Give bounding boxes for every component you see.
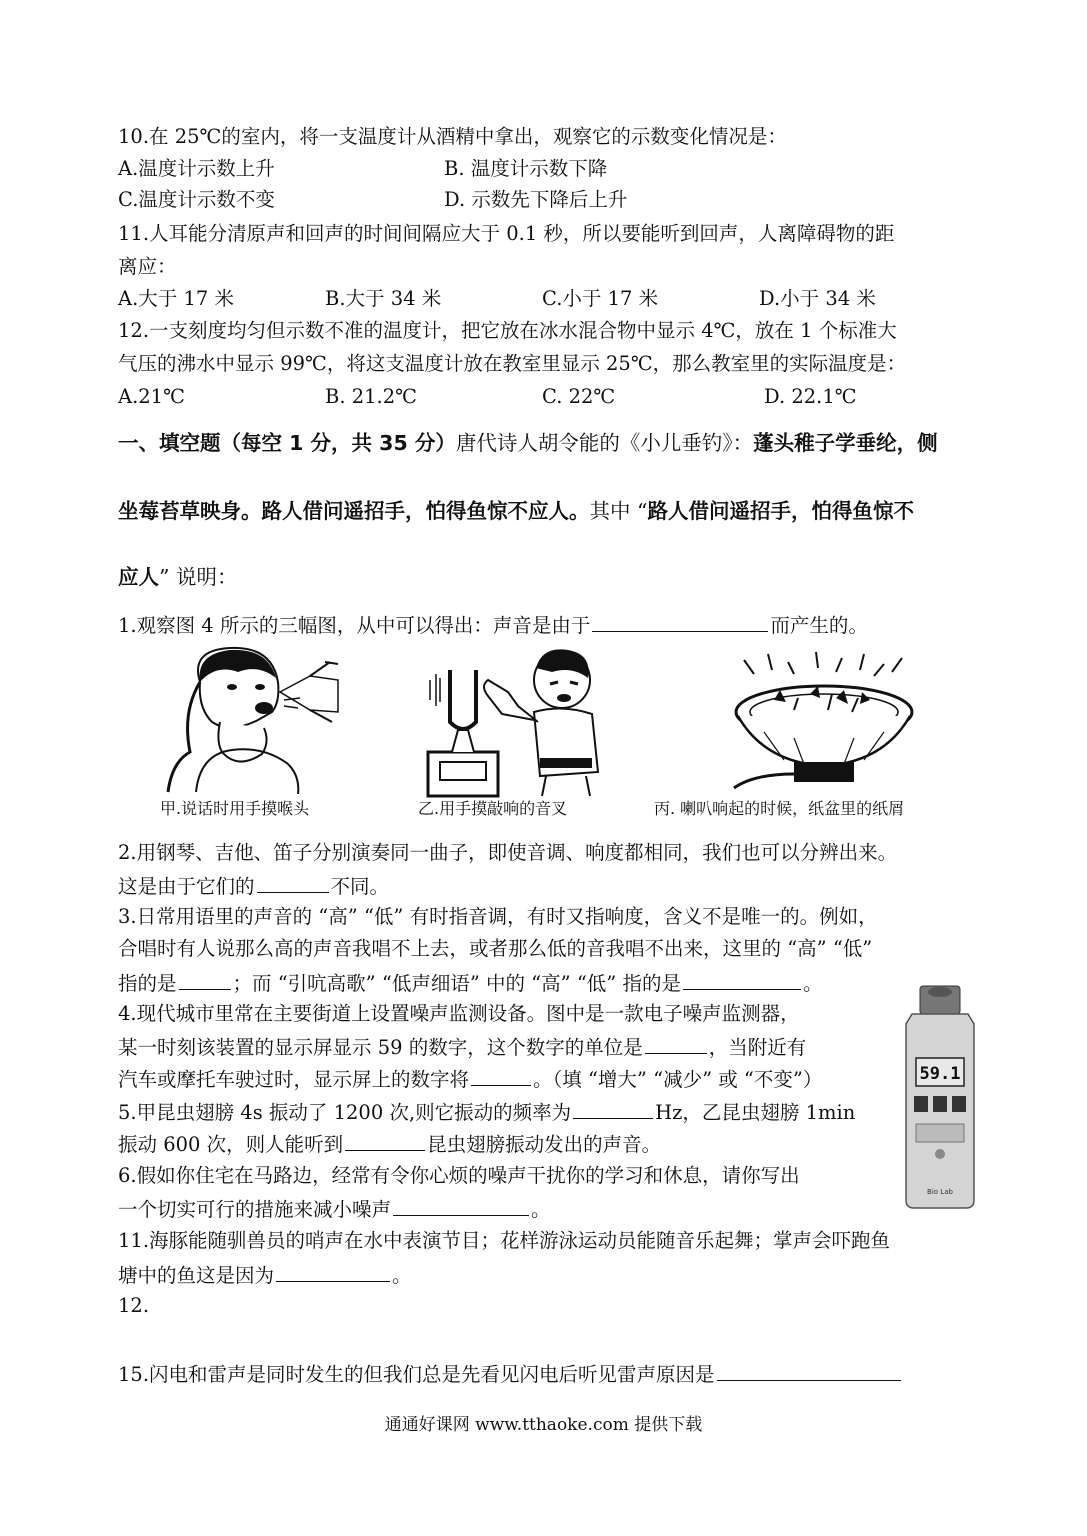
f2-answer-blank[interactable] — [257, 872, 329, 893]
f5-text-c: 振动 600 次，则人能听到 — [118, 1133, 344, 1156]
figure-caption-2: 乙.用手摸敲响的音叉 — [418, 799, 568, 818]
section-heading: 一、填空题（每空 1 分，共 35 分） — [118, 431, 456, 455]
meter-brand-text: Bio Lab — [927, 1188, 953, 1196]
f5-line2 — [118, 1130, 661, 1158]
f6-answer-blank[interactable] — [393, 1195, 529, 1216]
q11-option-c: C.小于 17 米 — [542, 287, 659, 310]
q11-stem-line2: 离应： — [118, 255, 177, 278]
f1-answer-blank[interactable] — [592, 611, 768, 632]
f3-text-d: ；而 “引吭高歌” “低声细语” 中的 “高” “低” 指的是 — [232, 972, 681, 995]
q12-stem-line2: 气压的沸水中显示 99℃，将这支温度计放在教室里显示 25℃，那么教室里的实际温度是： — [118, 352, 907, 375]
f4-answer-blank-2[interactable] — [471, 1065, 531, 1086]
q11-option-d: D.小于 34 米 — [759, 287, 876, 310]
f1-text-b: 而产生的。 — [770, 614, 868, 637]
q10-option-d: D. 示数先下降后上升 — [444, 188, 628, 211]
f5-text-d: 昆虫翅膀振动发出的声音。 — [427, 1133, 662, 1156]
f5-text-a: 5.甲昆虫翅膀 4s 振动了 1200 次,则它振动的频率为 — [118, 1101, 572, 1124]
poem-quote-open: 其中 “ — [589, 499, 648, 523]
f4-answer-blank-1[interactable] — [645, 1033, 707, 1054]
f3-line2: 合唱时有人说那么高的声音我唱不上去，或者那么低的音我唱不出来，这里的 “高” “低” — [118, 937, 873, 960]
f5-text-b: Hz，乙昆虫翅膀 1min — [655, 1101, 856, 1124]
f6-text-b: 一个切实可行的措施来减小噪声 — [118, 1198, 392, 1221]
f2-text-c: 不同。 — [330, 875, 390, 898]
figure-noise-meter — [900, 984, 980, 1212]
q12-stem-line1: 12.一支刻度均匀但示数不准的温度计，把它放在冰水混合物中显示 4℃，放在 1 个标准大 — [118, 319, 897, 342]
f15-text-a: 15.闪电和雷声是同时发生的但我们总是先看见闪电后听见雷声原因是 — [118, 1363, 715, 1386]
q11-option-b: B.大于 34 米 — [325, 287, 442, 310]
figure-speaker-paper — [724, 650, 924, 790]
f5-line1 — [118, 1098, 855, 1126]
f4-text-b: 某一时刻该装置的显示屏显示 59 的数字，这个数字的单位是 — [118, 1036, 643, 1059]
f11-text-b: 塘中的鱼这是因为 — [118, 1264, 275, 1287]
figure-caption-1: 甲.说话时用手摸喉头 — [160, 799, 310, 818]
figure-tuning-fork — [422, 640, 612, 798]
figure-child-throat — [160, 642, 340, 794]
f11-answer-blank[interactable] — [276, 1261, 390, 1282]
page-footer: 通通好课网 www.tthaoke.com 提供下载 — [384, 1415, 703, 1435]
q12-option-c: C. 22℃ — [542, 385, 616, 408]
f4-line1: 4.现代城市里常在主要街道上设置噪声监测设备。图中是一款电子噪声监测器， — [118, 1002, 800, 1025]
f4-line2 — [118, 1033, 806, 1061]
f1-question — [118, 611, 868, 639]
poem-quote-end: 应人 — [118, 565, 159, 589]
f3-text-e: 。 — [802, 972, 823, 995]
meter-display-text: 59.1 — [919, 1064, 961, 1084]
f2-line1: 2.用钢琴、吉他、笛子分别演奏同一曲子，即使音调、响度都相同，我们也可以分辨出来。 — [118, 841, 898, 864]
poem-line1: 蓬头稚子学垂纶，侧 — [753, 431, 938, 455]
f3-answer-blank-1[interactable] — [179, 969, 231, 990]
q12-option-a: A.21℃ — [118, 385, 185, 408]
f5-answer-blank-1[interactable] — [573, 1098, 653, 1119]
q10-option-b: B. 温度计示数下降 — [444, 157, 608, 180]
q12-option-d: D. 22.1℃ — [764, 385, 857, 408]
q11-option-a: A.大于 17 米 — [118, 287, 234, 310]
f6-line1: 6.假如你住宅在马路边，经常有令你心烦的噪声干扰你的学习和休息，请你写出 — [118, 1164, 800, 1187]
q10-option-c: C.温度计示数不变 — [118, 188, 275, 211]
q10-stem: 10.在 25℃的室内，将一支温度计从酒精中拿出，观察它的示数变化情况是： — [118, 125, 787, 148]
f3-answer-blank-2[interactable] — [683, 969, 801, 990]
f4-text-d: 汽车或摩托车驶过时，显示屏上的数字将 — [118, 1068, 470, 1091]
f11-line1: 11.海豚能随驯兽员的哨声在水中表演节目；花样游泳运动员能随音乐起舞；掌声会吓跑鱼 — [118, 1229, 891, 1252]
section-heading-line — [118, 430, 938, 456]
f6-line2 — [118, 1195, 551, 1223]
f11-text-c: 。 — [392, 1264, 412, 1287]
f2-line2 — [118, 872, 389, 900]
poem-quote: 路人借问遥招手，怕得鱼惊不 — [647, 499, 914, 523]
f4-text-c: ，当附近有 — [708, 1036, 807, 1059]
poem-intro: 唐代诗人胡令能的《小儿垂钓》： — [455, 431, 754, 455]
f15-line — [118, 1360, 903, 1388]
f2-text-b: 这是由于它们的 — [118, 875, 255, 898]
f15-answer-blank[interactable] — [717, 1360, 901, 1381]
figure-caption-3: 丙. 喇叭响起的时候，纸盆里的纸屑 — [654, 799, 905, 818]
f3-line1: 3.日常用语里的声音的 “高” “低” 有时指音调，有时又指响度，含义不是唯一的。例如， — [118, 905, 878, 928]
f4-line3 — [118, 1065, 822, 1093]
q10-option-a: A.温度计示数上升 — [118, 157, 275, 180]
f5-answer-blank-2[interactable] — [345, 1130, 425, 1151]
q12-option-b: B. 21.2℃ — [325, 385, 417, 408]
poem-tail: ” 说明： — [159, 565, 238, 589]
f1-text-a: 1.观察图 4 所示的三幅图，从中可以得出：声音是由于 — [118, 614, 591, 637]
f3-text-c: 指的是 — [118, 972, 177, 995]
poem-line2: 坐莓苔草映身。路人借问遥招手，怕得鱼惊不应人。 — [118, 499, 590, 523]
f4-text-e: 。（填 “增大” “减少” 或 “不变”） — [533, 1068, 823, 1091]
f6-text-c: 。 — [531, 1198, 551, 1221]
f11-line2 — [118, 1261, 412, 1289]
f12-line: 12. — [118, 1294, 150, 1317]
poem-line-wrap — [118, 498, 914, 524]
q11-stem-line1: 11.人耳能分清原声和回声的时间间隔应大于 0.1 秒，所以要能听到回声，人离障碍物的距 — [118, 222, 895, 245]
poem-line-end — [118, 564, 238, 590]
f3-line3 — [118, 969, 822, 997]
